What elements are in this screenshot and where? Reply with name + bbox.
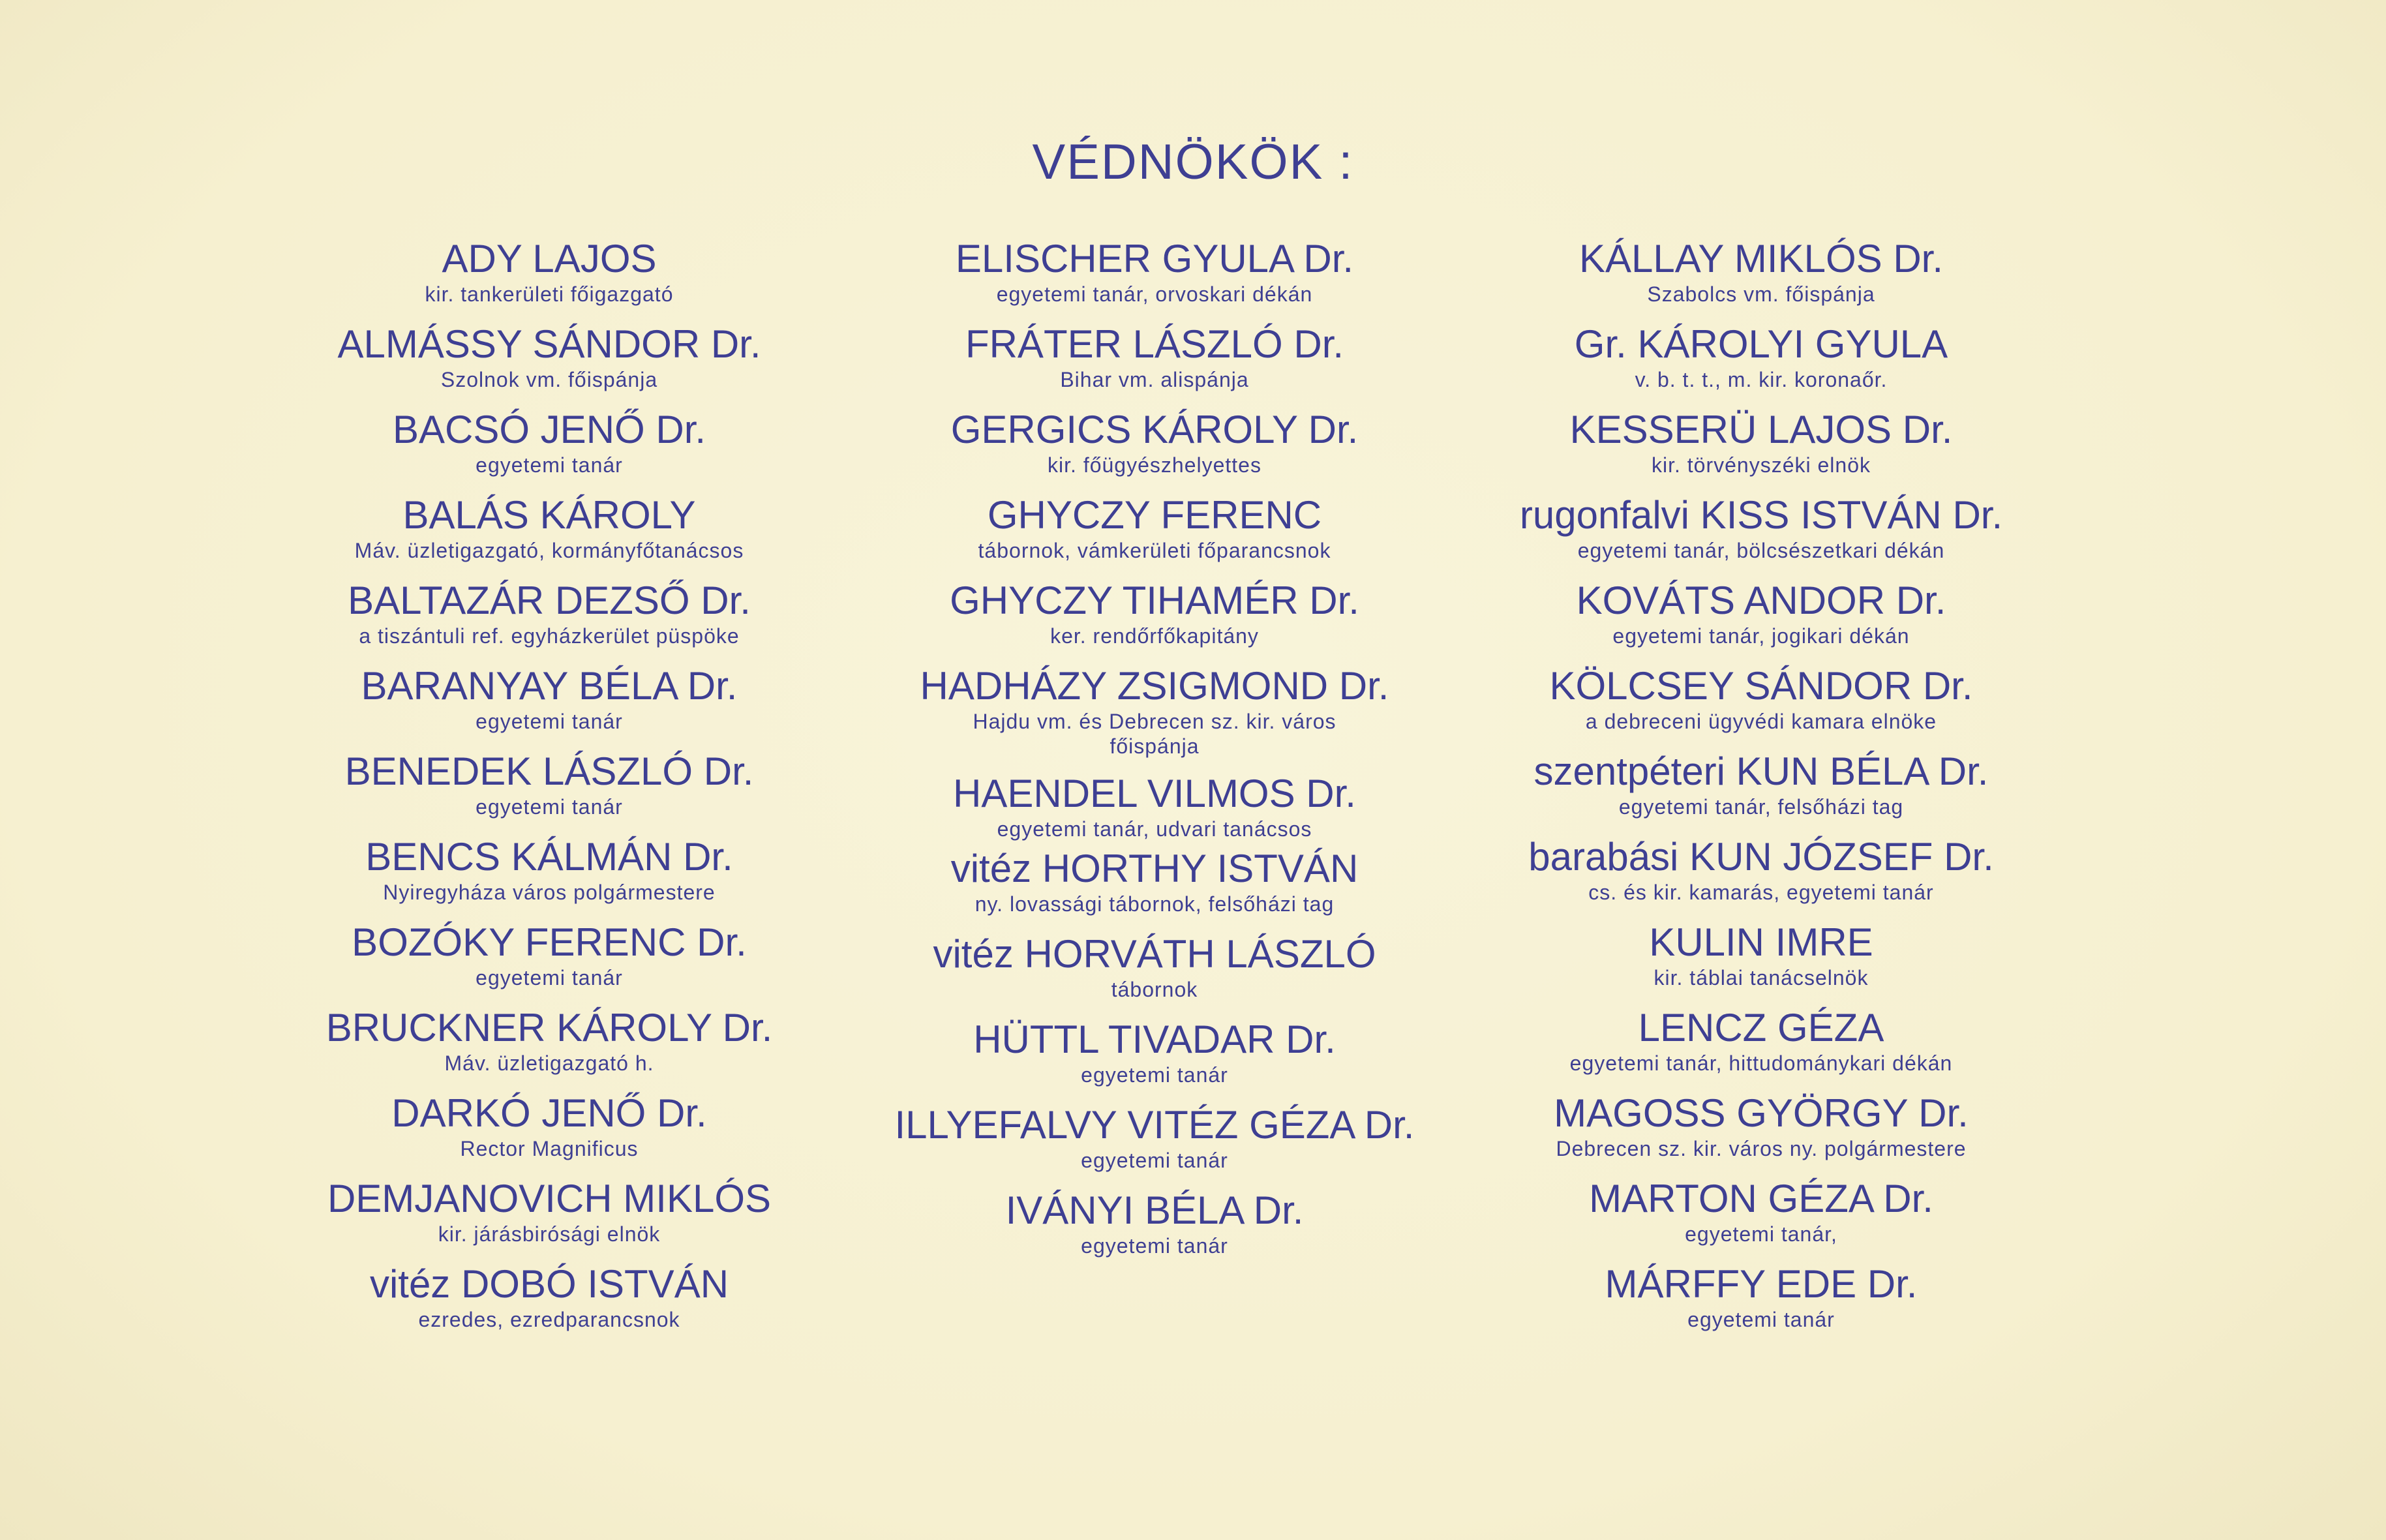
patron-name: FRÁTER LÁSZLÓ Dr. <box>965 322 1344 366</box>
patron-title: kir. táblai tanácselnök <box>1654 966 1869 989</box>
patron-title: kir. járásbirósági elnök <box>438 1222 661 1246</box>
patron-entry <box>1402 918 2120 1004</box>
patron-title: Hajdu vm. és Debrecen sz. kir. város főispánja <box>973 710 1336 758</box>
patron-entry <box>1402 1004 2120 1089</box>
patron-name: MÁRFFY EDE Dr. <box>1605 1262 1918 1306</box>
patron-name: LENCZ GÉZA <box>1638 1006 1884 1049</box>
patron-entry <box>1402 747 2120 833</box>
patron-title: ezredes, ezredparancsnok <box>418 1308 680 1331</box>
patron-title: egyetemi tanár, bölcsészetkari dékán <box>1577 539 1945 562</box>
patron-entry <box>1402 577 2120 662</box>
patron-entry <box>1402 1175 2120 1260</box>
patron-name: IVÁNYI BÉLA Dr. <box>1005 1188 1304 1232</box>
patron-title: a tiszántuli ref. egyházkerület püspöke <box>359 624 740 648</box>
patron-title: ker. rendőrfőkapitány <box>1050 624 1259 648</box>
patron-title: egyetemi tanár, hittudománykari dékán <box>1569 1051 1953 1075</box>
patron-name: GHYCZY TIHAMÉR Dr. <box>950 579 1359 622</box>
patron-name: KOVÁTS ANDOR Dr. <box>1576 579 1946 622</box>
patron-title: egyetemi tanár <box>1687 1308 1835 1331</box>
patron-name: KULIN IMRE <box>1649 920 1873 964</box>
patron-title: kir. tankerületi főigazgató <box>425 282 674 306</box>
patron-name: GERGICS KÁROLY Dr. <box>950 408 1359 451</box>
patron-name: GHYCZY FERENC <box>987 493 1322 537</box>
patron-entry <box>1402 1089 2120 1175</box>
patron-title: kir. főügyészhelyettes <box>1048 453 1261 477</box>
patron-title: ny. lovassági tábornok, felsőházi tag <box>974 892 1335 916</box>
patron-title: tábornok <box>1111 978 1198 1001</box>
patron-name: MAGOSS GYÖRGY Dr. <box>1554 1091 1969 1135</box>
patron-name: barabási KUN JÓZSEF Dr. <box>1528 835 1994 879</box>
patron-column-3 <box>1402 235 2120 1346</box>
patron-entry <box>1402 1260 2120 1346</box>
patron-name: HÜTTL TIVADAR Dr. <box>973 1018 1336 1061</box>
patron-name: MARTON GÉZA Dr. <box>1589 1177 1933 1220</box>
patron-name: KÖLCSEY SÁNDOR Dr. <box>1549 664 1973 708</box>
patron-name: vitéz DOBÓ ISTVÁN <box>369 1262 729 1306</box>
patron-name: HAENDEL VILMOS Dr. <box>953 772 1356 815</box>
patron-title: egyetemi tanár <box>1081 1149 1228 1172</box>
patron-name: szentpéteri KUN BÉLA Dr. <box>1533 749 1989 793</box>
patron-title: egyetemi tanár <box>476 453 623 477</box>
patron-title: Nyiregyháza város polgármestere <box>383 881 716 904</box>
patron-title: cs. és kir. kamarás, egyetemi tanár <box>1588 881 1934 904</box>
patron-name: KÁLLAY MIKLÓS Dr. <box>1578 237 1944 280</box>
patron-name: vitéz HORVÁTH LÁSZLÓ <box>933 932 1376 976</box>
patron-title: egyetemi tanár <box>476 795 623 819</box>
patron-name: BOZÓKY FERENC Dr. <box>352 920 747 964</box>
patron-name: BARANYAY BÉLA Dr. <box>361 664 738 708</box>
patron-entry <box>1402 406 2120 491</box>
patron-name: ADY LAJOS <box>442 237 657 280</box>
patron-name: BENEDEK LÁSZLÓ Dr. <box>344 749 754 793</box>
patron-title: egyetemi tanár, udvari tanácsos <box>997 817 1312 841</box>
patron-name: HADHÁZY ZSIGMOND Dr. <box>920 664 1389 708</box>
patron-name: BACSÓ JENŐ Dr. <box>392 408 706 451</box>
patron-title: egyetemi tanár <box>1081 1063 1228 1087</box>
patron-entry <box>1402 662 2120 747</box>
patron-title: egyetemi tanár, jogikari dékán <box>1612 624 1910 648</box>
patron-name: DARKÓ JENŐ Dr. <box>391 1091 707 1135</box>
patron-name: BRUCKNER KÁROLY Dr. <box>325 1006 773 1049</box>
patron-entry <box>190 1260 908 1346</box>
patron-title: egyetemi tanár, felsőházi tag <box>1618 795 1904 819</box>
patron-name: BALTAZÁR DEZSŐ Dr. <box>348 579 751 622</box>
patron-title: egyetemi tanár, <box>1685 1222 1837 1246</box>
patron-name: vitéz HORTHY ISTVÁN <box>950 847 1359 890</box>
patron-name: BALÁS KÁROLY <box>402 493 696 537</box>
patron-entry <box>1402 235 2120 320</box>
patron-name: rugonfalvi KISS ISTVÁN Dr. <box>1519 493 2003 537</box>
patron-title: a debreceni ügyvédi kamara elnöke <box>1585 710 1937 733</box>
patron-name: Gr. KÁROLYI GYULA <box>1574 322 1948 366</box>
patron-name: DEMJANOVICH MIKLÓS <box>327 1177 772 1220</box>
patron-name: KESSERÜ LAJOS Dr. <box>1569 408 1953 451</box>
patron-title: Máv. üzletigazgató h. <box>444 1051 654 1075</box>
patron-name: BENCS KÁLMÁN Dr. <box>365 835 733 879</box>
patron-name: ELISCHER GYULA Dr. <box>955 237 1354 280</box>
patron-title: egyetemi tanár <box>476 966 623 989</box>
patron-entry <box>1402 320 2120 406</box>
patron-name: ALMÁSSY SÁNDOR Dr. <box>337 322 761 366</box>
patron-title: Szabolcs vm. főispánja <box>1647 282 1875 306</box>
patron-title: Rector Magnificus <box>460 1137 639 1160</box>
patron-name: ILLYEFALVY VITÉZ GÉZA Dr. <box>894 1103 1415 1147</box>
patron-entry <box>1402 491 2120 577</box>
patron-title: v. b. t. t., m. kir. koronaőr. <box>1635 368 1888 391</box>
patron-title: kir. törvényszéki elnök <box>1651 453 1871 477</box>
page-title: VÉDNÖKÖK : <box>1032 134 1354 190</box>
patron-title: Bihar vm. alispánja <box>1060 368 1249 391</box>
patron-entry <box>1402 833 2120 918</box>
patron-title: egyetemi tanár <box>1081 1234 1228 1258</box>
patron-title: egyetemi tanár <box>476 710 623 733</box>
patron-title: tábornok, vámkerületi főparancsnok <box>978 539 1331 562</box>
patron-title: Debrecen sz. kir. város ny. polgármestere <box>1556 1137 1967 1160</box>
patron-title: egyetemi tanár, orvoskari dékán <box>996 282 1313 306</box>
patron-title: Máv. üzletigazgató, kormányfőtanácsos <box>354 539 744 562</box>
patron-title: Szolnok vm. főispánja <box>440 368 658 391</box>
